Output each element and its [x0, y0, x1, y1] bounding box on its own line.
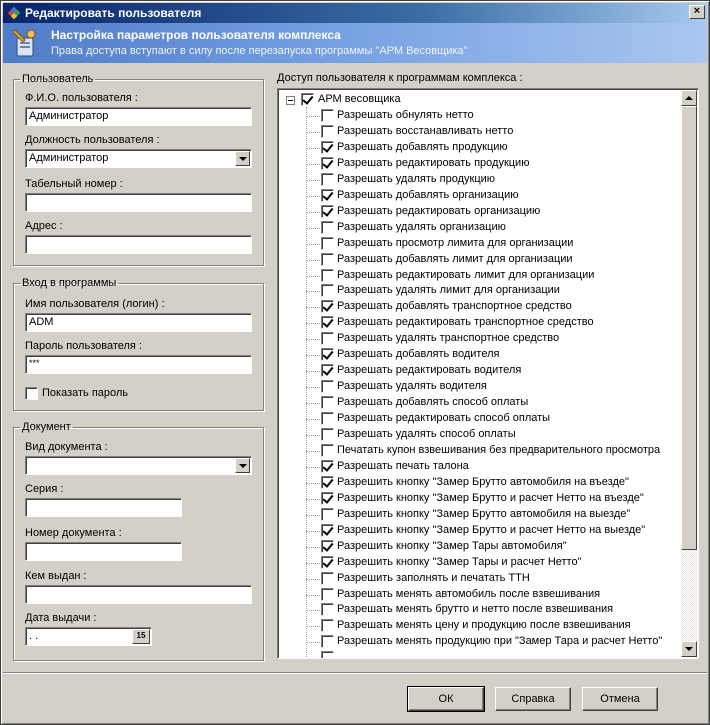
tree-connector	[306, 531, 320, 532]
permission-checkbox[interactable]	[321, 492, 334, 505]
permission-checkbox[interactable]	[321, 603, 334, 616]
tree-connector	[306, 291, 320, 292]
permission-label: Разрешить заполнять и печатать ТТН	[337, 571, 530, 584]
permission-checkbox[interactable]	[321, 237, 334, 250]
tree-connector	[306, 116, 320, 117]
scroll-up-icon[interactable]	[681, 90, 697, 106]
address-label: Адрес :	[25, 220, 63, 232]
access-label: Доступ пользователя к программам комплекса :	[277, 72, 523, 84]
permission-checkbox[interactable]	[321, 428, 334, 441]
permission-checkbox[interactable]	[321, 300, 334, 313]
ok-button[interactable]: ОК	[408, 687, 484, 711]
doctype-combo[interactable]	[25, 456, 252, 475]
cancel-button[interactable]: Отмена	[582, 687, 658, 711]
permission-checkbox[interactable]	[321, 157, 334, 170]
tree-scrollbar[interactable]	[681, 90, 697, 657]
permission-label: Разрешать менять продукцию при "Замер Тара и расчет Нетто"	[337, 635, 663, 648]
permission-label: Разрешить кнопку "Замер Тары автомобиля"	[337, 539, 567, 552]
show-password-checkbox[interactable]	[25, 387, 38, 400]
permission-checkbox[interactable]	[321, 364, 334, 377]
tree-connector	[306, 595, 320, 596]
permission-label: Разрешать добавлять транспортное средство	[337, 300, 572, 313]
permission-label: Разрешать редактировать лимит для организации	[337, 268, 595, 281]
date-value: . .	[29, 630, 39, 642]
permission-checkbox[interactable]	[321, 284, 334, 297]
permission-label: Разрешить кнопку "Замер Тары и расчет Нетто"	[337, 555, 582, 568]
permission-checkbox[interactable]	[321, 173, 334, 186]
permission-checkbox[interactable]	[321, 444, 334, 457]
permission-label: Разрешать добавлять способ оплаты	[337, 396, 529, 409]
permission-label: Разрешить кнопку "Замер Брутто автомобиля на выезде"	[337, 507, 631, 520]
tree-connector	[306, 323, 320, 324]
document-group-legend: Документ	[22, 421, 71, 433]
tree-connector	[306, 435, 320, 436]
fio-field[interactable]: Администратор	[25, 107, 252, 126]
permission-checkbox[interactable]	[321, 572, 334, 585]
permission-checkbox[interactable]	[321, 189, 334, 202]
tree-connector	[306, 164, 320, 165]
permission-label: Разрешить кнопку "Замер Брутто и расчет Нетто на въезде"	[337, 491, 644, 504]
tree-connector	[306, 276, 320, 277]
tree-connector	[306, 467, 320, 468]
permission-label: Разрешить кнопку "Замер Брутто автомобиля на въезде"	[337, 475, 629, 488]
login-field[interactable]: ADM	[25, 313, 252, 332]
position-label: Должность пользователя :	[25, 134, 160, 146]
header-title: Настройка параметров пользователя комплекса	[51, 28, 341, 42]
fio-label: Ф.И.О. пользователя :	[25, 92, 138, 104]
collapse-icon[interactable]	[286, 96, 295, 105]
tree-connector	[306, 610, 320, 611]
permission-label: Разрешать удалять водителя	[337, 380, 487, 393]
window-title: Редактировать пользователя	[25, 6, 202, 20]
permission-checkbox[interactable]	[321, 619, 334, 632]
permission-label: Разрешать удалять продукцию	[337, 172, 496, 185]
date-field[interactable]	[25, 627, 152, 646]
chevron-down-icon[interactable]	[235, 151, 250, 166]
permission-label: Разрешать редактировать способ оплаты	[337, 412, 551, 425]
tree-connector	[306, 307, 320, 308]
permission-label: Разрешать удалять способ оплаты	[337, 428, 516, 440]
permission-label: Разрешать менять цену и продукцию после взвешивания	[337, 619, 631, 632]
issuer-label: Кем выдан :	[25, 570, 87, 582]
permission-checkbox[interactable]	[321, 269, 334, 282]
tree-connector	[306, 148, 320, 149]
tree-connector	[306, 212, 320, 213]
wrench-user-icon	[11, 28, 39, 58]
permission-label: Разрешать добавлять продукцию	[337, 140, 508, 153]
tree-connector	[306, 579, 320, 580]
password-label: Пароль пользователя :	[25, 340, 142, 352]
permission-checkbox[interactable]	[321, 253, 334, 266]
number-field[interactable]	[25, 542, 182, 561]
permission-checkbox[interactable]	[321, 396, 334, 409]
tree-connector	[306, 196, 320, 197]
tabel-field[interactable]	[25, 193, 252, 212]
permission-checkbox[interactable]	[321, 316, 334, 329]
tree-connector	[306, 260, 320, 261]
position-combo[interactable]	[25, 149, 252, 168]
root-checkbox[interactable]	[301, 93, 314, 106]
footer-separator	[3, 672, 707, 674]
permission-label: Разрешать редактировать водителя	[337, 364, 522, 377]
title-bar[interactable]	[3, 3, 707, 23]
password-field[interactable]: ***	[25, 355, 252, 374]
permission-checkbox[interactable]	[321, 109, 334, 122]
series-label: Серия :	[25, 483, 64, 495]
permission-checkbox[interactable]	[321, 205, 334, 218]
tree-connector	[306, 499, 320, 500]
permission-checkbox[interactable]	[321, 476, 334, 489]
tree-connector	[306, 451, 320, 452]
tree-connector	[306, 626, 320, 627]
permission-checkbox[interactable]	[321, 588, 334, 601]
tree-connector	[306, 419, 320, 420]
series-field[interactable]	[25, 498, 182, 517]
permission-label: Разрешать редактировать продукцию	[337, 156, 530, 169]
tree-connector	[306, 515, 320, 516]
date-label: Дата выдачи :	[25, 612, 97, 624]
tree-connector	[306, 403, 320, 404]
tree-connector	[306, 228, 320, 229]
permission-label: Печатать купон взвешивания без предварительного просмотра	[337, 443, 661, 456]
tree-connector	[306, 244, 320, 245]
permission-checkbox[interactable]	[321, 348, 334, 361]
permission-checkbox[interactable]	[321, 524, 334, 537]
permission-checkbox[interactable]	[321, 412, 334, 425]
tree-connector	[306, 355, 320, 356]
tabel-label: Табельный номер :	[25, 178, 123, 190]
tree-connector	[306, 132, 320, 133]
permission-label: Разрешать удалять лимит для организации	[337, 284, 560, 297]
permission-label: Разрешать печать талона	[337, 459, 469, 472]
help-button[interactable]: Справка	[495, 687, 571, 711]
permission-checkbox[interactable]	[321, 141, 334, 154]
tree-connector	[306, 339, 320, 340]
permission-checkbox[interactable]	[321, 460, 334, 473]
user-group-legend: Пользователь	[22, 73, 94, 85]
tree-connector	[306, 483, 320, 484]
permission-label: Разрешать удалять транспортное средство	[337, 332, 560, 345]
close-button[interactable]: ×	[689, 5, 705, 19]
tree-connector	[306, 658, 320, 659]
permission-label: Разрешать просмотр лимита для организации	[337, 236, 574, 249]
permission-checkbox[interactable]	[321, 556, 334, 569]
permission-checkbox[interactable]	[321, 508, 334, 521]
scroll-down-icon[interactable]	[681, 641, 697, 657]
tree-connector	[306, 642, 320, 643]
tree-guide-line	[306, 107, 307, 659]
permission-checkbox[interactable]	[321, 651, 334, 659]
permission-label: Разрешать восстанавливать нетто	[337, 124, 514, 137]
tree-connector	[306, 387, 320, 388]
tree-connector	[306, 563, 320, 564]
permission-checkbox[interactable]	[321, 332, 334, 345]
doctype-label: Вид документа :	[25, 441, 108, 453]
permission-checkbox[interactable]	[321, 125, 334, 138]
permission-label: Разрешать редактировать транспортное средство	[337, 316, 594, 329]
tree-connector	[306, 547, 320, 548]
position-value: Администратор	[29, 152, 109, 164]
permission-label: Разрешать добавлять лимит для организации	[337, 252, 573, 265]
issuer-field[interactable]	[25, 585, 252, 604]
scroll-thumb[interactable]	[681, 106, 697, 550]
permission-label: Разрешать добавлять водителя	[337, 348, 500, 361]
show-password-label[interactable]: Показать пароль	[42, 387, 129, 399]
permission-checkbox[interactable]	[321, 380, 334, 393]
permission-label: Разрешать редактировать организацию	[337, 204, 541, 217]
header-banner	[3, 23, 707, 63]
app-icon	[7, 6, 21, 20]
permission-label: Разрешать обнулять нетто	[337, 109, 474, 121]
tree-connector	[306, 180, 320, 181]
permission-label: Разрешать менять автомобиль после взвешивания	[337, 587, 601, 600]
permission-label: Разрешать добавлять организацию	[337, 188, 519, 201]
permission-label: Разрешать менять брутто и нетто после взвешивания	[337, 603, 614, 616]
permission-checkbox[interactable]	[321, 540, 334, 553]
root-label: АРМ весовщика	[318, 93, 401, 105]
login-label: Имя пользователя (логин) :	[25, 298, 165, 310]
number-label: Номер документа :	[25, 527, 122, 539]
access-tree[interactable]	[277, 88, 699, 659]
permission-checkbox[interactable]	[321, 635, 334, 648]
header-subtitle: Права доступа вступают в силу после перезапуска программы "АРМ Весовщика"	[51, 45, 468, 57]
address-field[interactable]	[25, 235, 252, 254]
chevron-down-icon[interactable]	[235, 458, 250, 473]
permission-label: Разрешить кнопку "Замер Брутто и расчет Нетто на выезде"	[337, 523, 646, 536]
login-group-legend: Вход в программы	[22, 277, 117, 289]
calendar-icon[interactable]: 15	[132, 629, 150, 644]
tree-connector	[306, 371, 320, 372]
permission-label: Разрешать удалять организацию	[337, 220, 506, 233]
permission-checkbox[interactable]	[321, 221, 334, 234]
